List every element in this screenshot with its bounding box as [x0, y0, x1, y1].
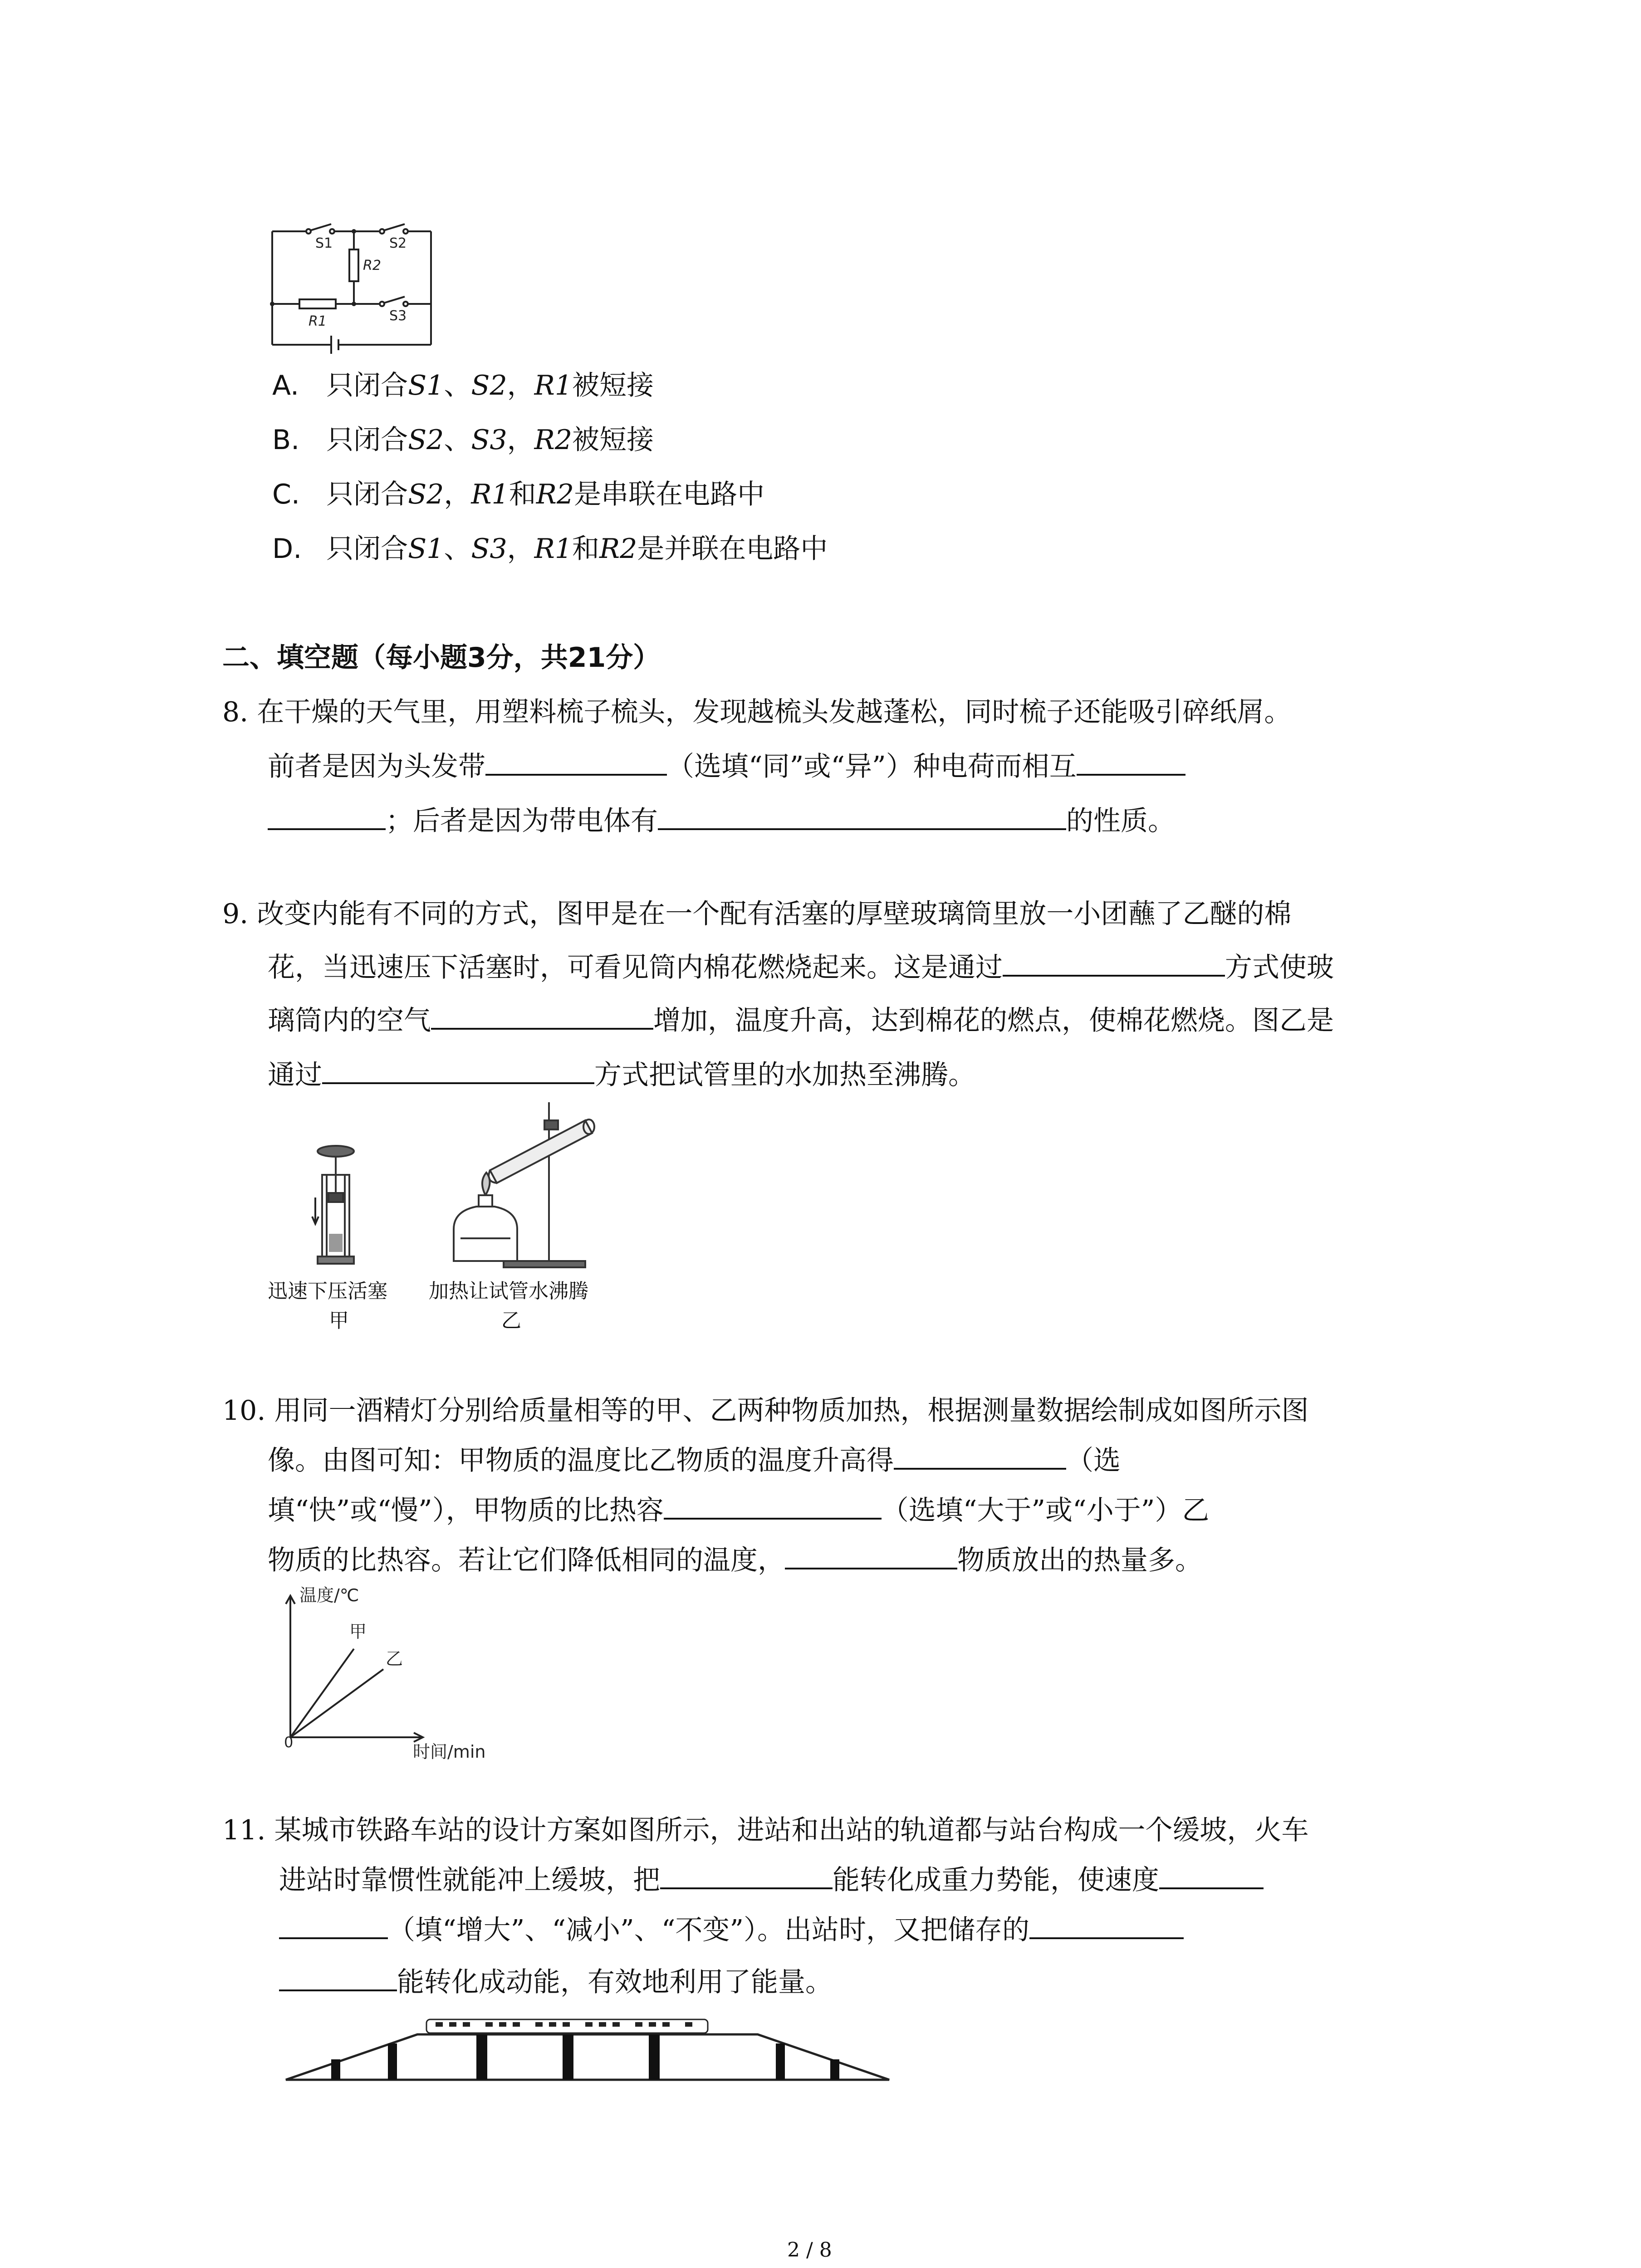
answer-blank[interactable]	[664, 1492, 882, 1520]
option-letter: D.	[272, 533, 302, 565]
q11-line4: 能转化成动能，有效地利用了能量。	[279, 1964, 833, 2000]
figure-caption-left: 迅速下压活塞	[268, 1280, 387, 1303]
q8-line3: ；后者是因为带电体有 的性质。	[268, 803, 1175, 839]
graph-ylabel: 温度/℃	[299, 1585, 359, 1605]
answer-blank[interactable]	[1159, 1862, 1264, 1889]
answer-blank[interactable]	[485, 748, 667, 776]
q9-line2: 花，当迅速压下活塞时，可看见筒内棉花燃烧起来。这是通过 方式使玻	[268, 949, 1334, 986]
page-number: 2 / 8	[787, 2239, 832, 2262]
q10-line4: 物质的比热容。若让它们降低相同的温度， 物质放出的热量多。	[268, 1542, 1202, 1579]
label-s2: S2	[389, 235, 407, 251]
q10-line2: 像。由图可知：甲物质的温度比乙物质的温度升高得 （选	[268, 1442, 1121, 1479]
q10-line1: 10. 用同一酒精灯分别给质量相等的甲、乙两种物质加热，根据测量数据绘制成如图所示图	[222, 1395, 1309, 1427]
temperature-time-graph	[272, 1583, 526, 1765]
answer-blank[interactable]	[279, 1912, 388, 1939]
q11-line3: （填“增大”、“减小”、“不变”）。出站时，又把储存的	[279, 1912, 1184, 1948]
option-a: A. 只闭合S1、S2，R1被短接	[272, 367, 654, 404]
answer-blank[interactable]	[268, 803, 386, 830]
figure-label-yi: 乙	[501, 1309, 521, 1332]
q9-line3: 璃筒内的空气 增加，温度升高，达到棉花的燃点，使棉花燃烧。图乙是	[268, 1002, 1334, 1039]
graph-series-jia: 甲	[349, 1622, 367, 1642]
option-c: C. 只闭合S2，R1和R2是串联在电路中	[272, 476, 764, 513]
answer-blank[interactable]	[785, 1542, 957, 1569]
graph-xlabel: 时间/min	[413, 1742, 486, 1762]
answer-blank[interactable]	[431, 1002, 653, 1030]
graph-series-yi: 乙	[386, 1649, 403, 1669]
label-s3: S3	[389, 308, 407, 324]
answer-blank[interactable]	[322, 1057, 594, 1084]
syringe-figure	[309, 1143, 363, 1266]
answer-blank[interactable]	[279, 1964, 397, 1991]
answer-blank[interactable]	[1077, 748, 1185, 776]
q8-line1: 8. 在干燥的天气里，用塑料梳子梳头，发现越梳头发越蓬松，同时梳子还能吸引碎纸屑。	[222, 696, 1292, 728]
option-letter: A.	[272, 370, 299, 401]
answer-blank[interactable]	[1003, 949, 1225, 977]
label-r1: R1	[309, 313, 327, 329]
answer-blank[interactable]	[660, 1862, 833, 1889]
graph-origin: 0	[284, 1734, 294, 1751]
figure-caption-right: 加热让试管水沸腾	[429, 1280, 588, 1303]
figure-label-jia: 甲	[329, 1309, 349, 1332]
answer-blank[interactable]	[658, 803, 1066, 830]
label-r2: R2	[363, 258, 381, 274]
section-heading: 二、填空题（每小题3分，共21分）	[222, 642, 661, 674]
q9-line1: 9. 改变内能有不同的方式，图甲是在一个配有活塞的厚壁玻璃筒里放一小团蘸了乙醚的棉	[222, 898, 1292, 930]
circuit-diagram	[263, 218, 481, 367]
option-letter: B.	[272, 424, 300, 456]
option-d: D. 只闭合S1、S3，R1和R2是并联在电路中	[272, 531, 828, 567]
q11-line1: 11. 某城市铁路车站的设计方案如图所示，进站和出站的轨道都与站台构成一个缓坡，火车	[222, 1814, 1309, 1846]
q8-line2: 前者是因为头发带 （选填“同”或“异”）种电荷而相互	[268, 748, 1185, 785]
railway-station-figure	[281, 2014, 898, 2087]
test-tube-heating-figure	[436, 1093, 626, 1275]
q9-line4: 通过 方式把试管里的水加热至沸腾。	[268, 1057, 975, 1093]
answer-blank[interactable]	[894, 1442, 1066, 1470]
answer-blank[interactable]	[1029, 1912, 1184, 1939]
q11-line2: 进站时靠惯性就能冲上缓坡，把 能转化成重力势能，使速度	[279, 1862, 1264, 1898]
option-b: B. 只闭合S2、S3，R2被短接	[272, 422, 654, 458]
q10-line3: 填“快”或“慢”），甲物质的比热容 （选填“大于”或“小于”）乙	[268, 1492, 1209, 1529]
label-s1: S1	[315, 235, 333, 251]
option-letter: C.	[272, 479, 300, 510]
